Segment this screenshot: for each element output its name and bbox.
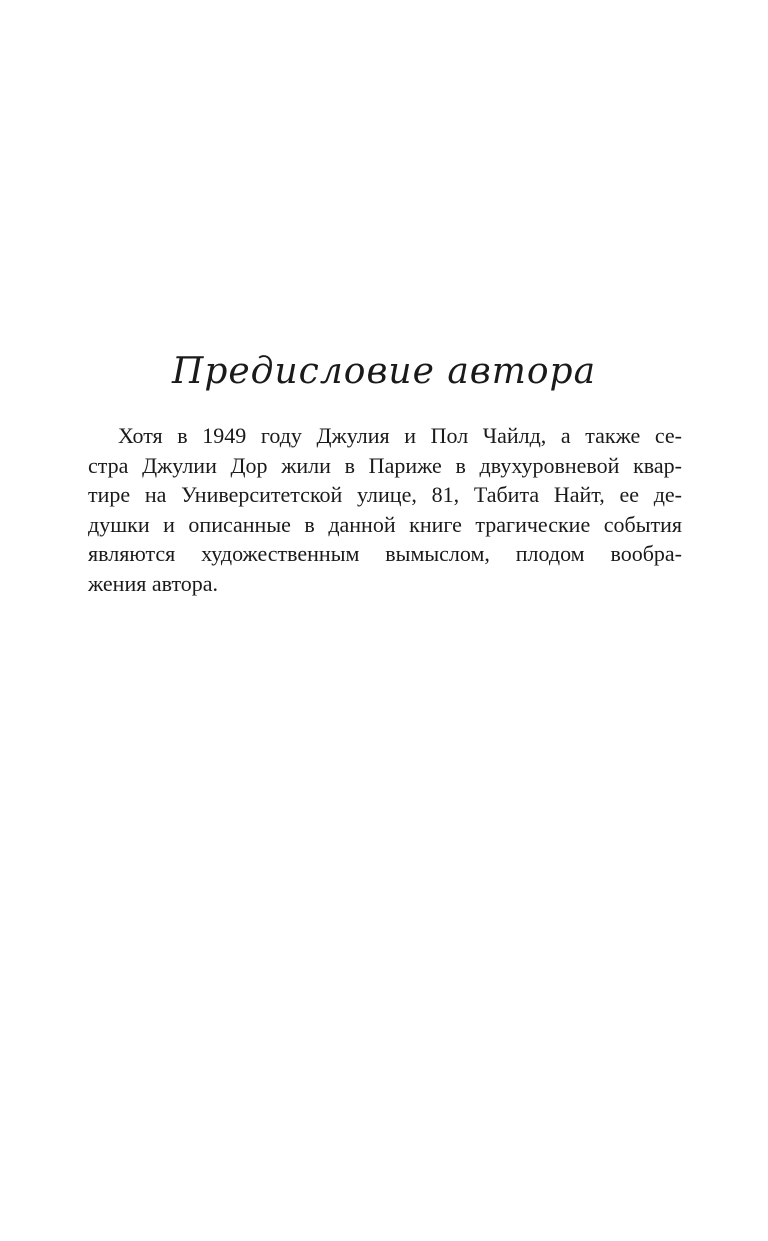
paragraph-line: стра Джулии Дор жили в Париже в двухуровневой квар- xyxy=(88,452,682,478)
paragraph-line: тире на Университетской улице, 81, Табита Найт, ее де- xyxy=(88,482,682,508)
paragraph-line: душки и описанные в данной книге трагические события xyxy=(88,511,682,537)
paragraph-line: являются художественным вымыслом, плодом вообра- xyxy=(88,541,682,567)
preface-paragraph xyxy=(88,421,682,599)
paragraph-line: жения автора. xyxy=(88,570,219,596)
paragraph-line: Хотя в 1949 году Джулия и Пол Чайлд, а также се- xyxy=(118,423,682,448)
page-title: Предисловие автора xyxy=(171,351,597,392)
